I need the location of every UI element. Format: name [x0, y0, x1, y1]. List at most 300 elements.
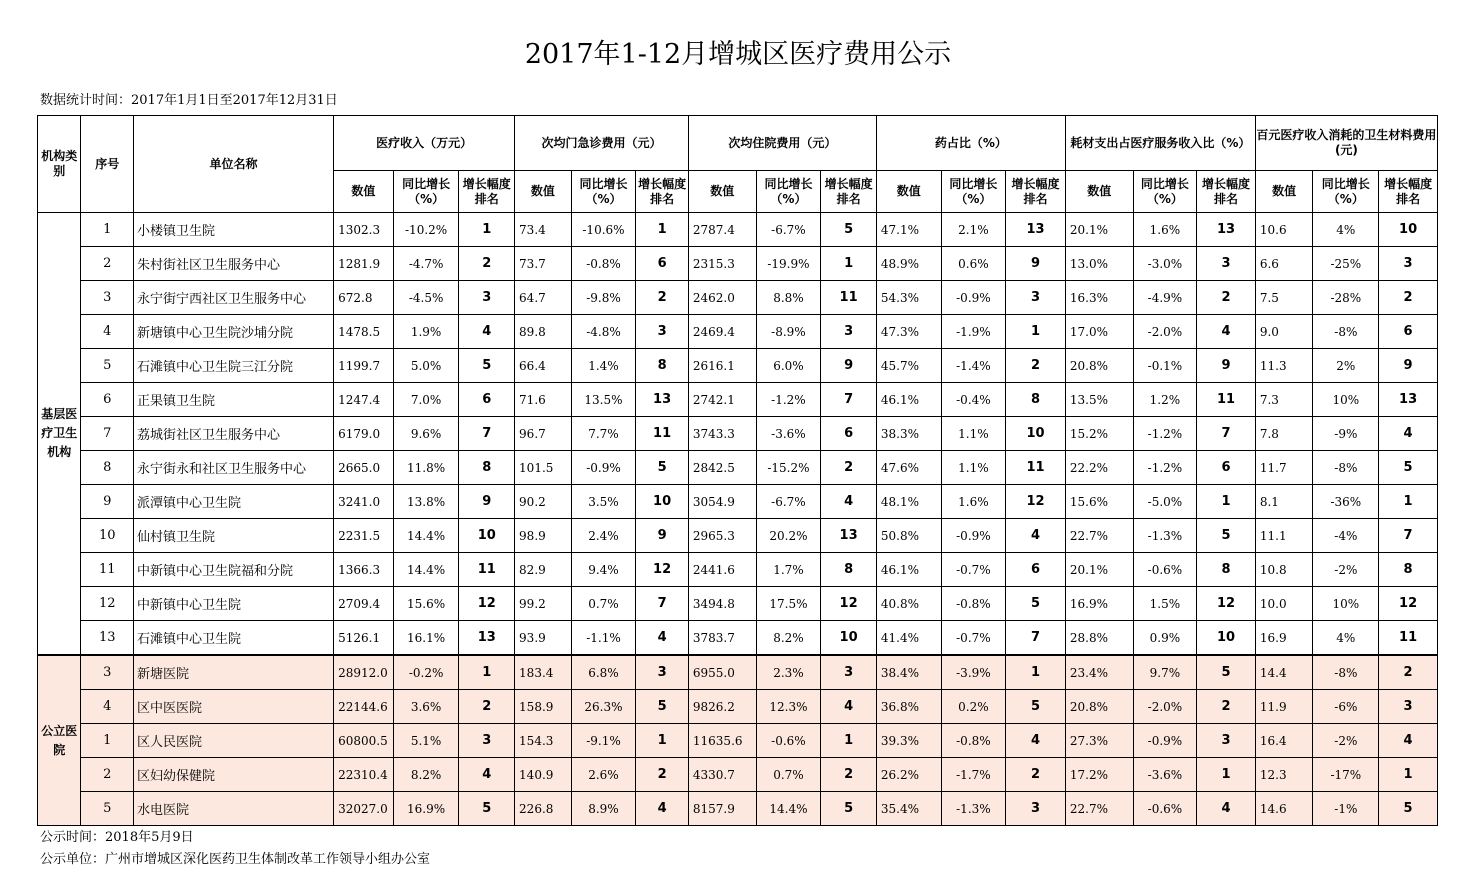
- value-cell: 10.0: [1255, 587, 1313, 621]
- yoy-cell: 0.7%: [756, 758, 821, 792]
- yoy-cell: -8.9%: [756, 315, 821, 349]
- yoy-cell: 2.4%: [571, 519, 636, 553]
- subheader-material-cost-yoy: 同比增长（%）: [1313, 171, 1379, 213]
- yoy-cell: 1.2%: [1133, 383, 1197, 417]
- yoy-cell: 8.8%: [756, 281, 821, 315]
- value-cell: 7.3: [1255, 383, 1313, 417]
- subheader-consumables-ratio-yoy: 同比增长（%）: [1133, 171, 1197, 213]
- value-cell: 32027.0: [334, 792, 394, 826]
- rank-cell: 7: [459, 417, 515, 451]
- yoy-cell: -0.6%: [1133, 792, 1197, 826]
- unit-name-cell: 新塘医院: [134, 655, 334, 690]
- subheader-drug-ratio-yoy: 同比增长（%）: [941, 171, 1006, 213]
- value-cell: 2965.3: [688, 519, 756, 553]
- value-cell: 23.4%: [1065, 655, 1133, 690]
- rank-cell: 4: [1197, 792, 1256, 826]
- seq-cell: 6: [81, 383, 134, 417]
- yoy-cell: -1.3%: [941, 792, 1006, 826]
- header-group-income: 医疗收入（万元）: [334, 116, 515, 171]
- rank-cell: 3: [1379, 690, 1438, 724]
- seq-cell: 2: [81, 247, 134, 281]
- value-cell: 20.8%: [1065, 349, 1133, 383]
- yoy-cell: -17%: [1313, 758, 1379, 792]
- value-cell: 11.3: [1255, 349, 1313, 383]
- rank-cell: 3: [1197, 247, 1256, 281]
- value-cell: 48.1%: [876, 485, 941, 519]
- rank-cell: 8: [1379, 553, 1438, 587]
- value-cell: 22310.4: [334, 758, 394, 792]
- table-row: [38, 724, 1438, 758]
- yoy-cell: -9%: [1313, 417, 1379, 451]
- value-cell: 20.8%: [1065, 690, 1133, 724]
- rank-cell: 5: [821, 792, 877, 826]
- rank-cell: 9: [636, 519, 689, 553]
- page-title: 2017年1-12月增城区医疗费用公示: [524, 39, 952, 70]
- rank-cell: 5: [1006, 587, 1066, 621]
- yoy-cell: -4.5%: [393, 281, 459, 315]
- yoy-cell: 1.5%: [1133, 587, 1197, 621]
- value-cell: 73.4: [515, 213, 572, 247]
- table-row: [38, 451, 1438, 485]
- rank-cell: 10: [821, 621, 877, 656]
- seq-cell: 1: [81, 724, 134, 758]
- value-cell: 38.4%: [876, 655, 941, 690]
- yoy-cell: -8%: [1313, 315, 1379, 349]
- unit-name-cell: 新塘镇中心卫生院沙埔分院: [134, 315, 334, 349]
- value-cell: 28912.0: [334, 655, 394, 690]
- rank-cell: 3: [821, 315, 877, 349]
- yoy-cell: 6.0%: [756, 349, 821, 383]
- rank-cell: 2: [1006, 758, 1066, 792]
- yoy-cell: 2.6%: [571, 758, 636, 792]
- rank-cell: 1: [1197, 485, 1256, 519]
- yoy-cell: 12.3%: [756, 690, 821, 724]
- rank-cell: 5: [1379, 792, 1438, 826]
- value-cell: 47.6%: [876, 451, 941, 485]
- yoy-cell: -1.2%: [756, 383, 821, 417]
- rank-cell: 8: [821, 553, 877, 587]
- yoy-cell: 2.1%: [941, 213, 1006, 247]
- rank-cell: 10: [1197, 621, 1256, 656]
- value-cell: 46.1%: [876, 383, 941, 417]
- rank-cell: 12: [1197, 587, 1256, 621]
- value-cell: 11635.6: [688, 724, 756, 758]
- value-cell: 48.9%: [876, 247, 941, 281]
- value-cell: 5126.1: [334, 621, 394, 656]
- yoy-cell: 2.3%: [756, 655, 821, 690]
- rank-cell: 1: [1379, 758, 1438, 792]
- yoy-cell: 2%: [1313, 349, 1379, 383]
- rank-cell: 7: [1379, 519, 1438, 553]
- yoy-cell: 9.4%: [571, 553, 636, 587]
- yoy-cell: -3.0%: [1133, 247, 1197, 281]
- value-cell: 6955.0: [688, 655, 756, 690]
- value-cell: 13.5%: [1065, 383, 1133, 417]
- seq-cell: 4: [81, 315, 134, 349]
- rank-cell: 1: [1006, 655, 1066, 690]
- value-cell: 2842.5: [688, 451, 756, 485]
- value-cell: 12.3: [1255, 758, 1313, 792]
- rank-cell: 3: [1197, 724, 1256, 758]
- value-cell: 9826.2: [688, 690, 756, 724]
- yoy-cell: -1.3%: [1133, 519, 1197, 553]
- unit-name-cell: 派潭镇中心卫生院: [134, 485, 334, 519]
- yoy-cell: -25%: [1313, 247, 1379, 281]
- header-group-drug-ratio: 药占比（%）: [876, 116, 1065, 171]
- rank-cell: 3: [821, 655, 877, 690]
- yoy-cell: 7.7%: [571, 417, 636, 451]
- seq-cell: 10: [81, 519, 134, 553]
- value-cell: 13.0%: [1065, 247, 1133, 281]
- value-cell: 3494.8: [688, 587, 756, 621]
- yoy-cell: 9.7%: [1133, 655, 1197, 690]
- rank-cell: 2: [821, 451, 877, 485]
- rank-cell: 4: [1379, 417, 1438, 451]
- subheader-income-value: 数值: [334, 171, 394, 213]
- unit-name-cell: 区人民医院: [134, 724, 334, 758]
- value-cell: 45.7%: [876, 349, 941, 383]
- rank-cell: 5: [1379, 451, 1438, 485]
- rank-cell: 8: [636, 349, 689, 383]
- value-cell: 8157.9: [688, 792, 756, 826]
- yoy-cell: 4%: [1313, 621, 1379, 656]
- value-cell: 66.4: [515, 349, 572, 383]
- rank-cell: 13: [636, 383, 689, 417]
- subheader-income-rank: 增长幅度排名: [459, 171, 515, 213]
- yoy-cell: 0.6%: [941, 247, 1006, 281]
- value-cell: 2315.3: [688, 247, 756, 281]
- yoy-cell: -4.8%: [571, 315, 636, 349]
- yoy-cell: -3.6%: [756, 417, 821, 451]
- rank-cell: 2: [821, 758, 877, 792]
- rank-cell: 1: [1197, 758, 1256, 792]
- yoy-cell: 1.1%: [941, 417, 1006, 451]
- rank-cell: 5: [459, 792, 515, 826]
- yoy-cell: 3.6%: [393, 690, 459, 724]
- yoy-cell: -2.0%: [1133, 690, 1197, 724]
- subheader-material-cost-value: 数值: [1255, 171, 1313, 213]
- value-cell: 6.6: [1255, 247, 1313, 281]
- subheader-drug-ratio-rank: 增长幅度排名: [1006, 171, 1066, 213]
- yoy-cell: -6%: [1313, 690, 1379, 724]
- table-row: [38, 485, 1438, 519]
- yoy-cell: -5.0%: [1133, 485, 1197, 519]
- rank-cell: 8: [459, 451, 515, 485]
- yoy-cell: -0.2%: [393, 655, 459, 690]
- yoy-cell: 17.5%: [756, 587, 821, 621]
- value-cell: 22.7%: [1065, 519, 1133, 553]
- rank-cell: 9: [1006, 247, 1066, 281]
- yoy-cell: 11.8%: [393, 451, 459, 485]
- subheader-income-yoy: 同比增长（%）: [393, 171, 459, 213]
- rank-cell: 2: [1379, 281, 1438, 315]
- value-cell: 38.3%: [876, 417, 941, 451]
- yoy-cell: -0.7%: [941, 621, 1006, 656]
- yoy-cell: 20.2%: [756, 519, 821, 553]
- subheader-consumables-ratio-rank: 增长幅度排名: [1197, 171, 1256, 213]
- value-cell: 140.9: [515, 758, 572, 792]
- footer-publish-unit: 公示单位：广州市增城区深化医药卫生体制改革工作领导小组办公室: [40, 852, 431, 867]
- rank-cell: 13: [1197, 213, 1256, 247]
- rank-cell: 9: [821, 349, 877, 383]
- fee-table-container: [37, 115, 1438, 826]
- rank-cell: 6: [1379, 315, 1438, 349]
- yoy-cell: -0.9%: [571, 451, 636, 485]
- rank-cell: 1: [1006, 315, 1066, 349]
- yoy-cell: -0.9%: [941, 281, 1006, 315]
- rank-cell: 4: [459, 315, 515, 349]
- value-cell: 1199.7: [334, 349, 394, 383]
- value-cell: 54.3%: [876, 281, 941, 315]
- unit-name-cell: 朱村街社区卫生服务中心: [134, 247, 334, 281]
- rank-cell: 10: [1379, 213, 1438, 247]
- header-category: 机构类别: [38, 116, 81, 213]
- yoy-cell: -1%: [1313, 792, 1379, 826]
- unit-name-cell: 石滩镇中心卫生院三江分院: [134, 349, 334, 383]
- value-cell: 60800.5: [334, 724, 394, 758]
- rank-cell: 9: [1379, 349, 1438, 383]
- unit-name-cell: 中新镇中心卫生院福和分院: [134, 553, 334, 587]
- value-cell: 672.8: [334, 281, 394, 315]
- category-cell: 基层医疗卫生机构: [38, 213, 81, 656]
- value-cell: 16.3%: [1065, 281, 1133, 315]
- value-cell: 8.1: [1255, 485, 1313, 519]
- yoy-cell: 16.9%: [393, 792, 459, 826]
- rank-cell: 5: [1006, 690, 1066, 724]
- value-cell: 2469.4: [688, 315, 756, 349]
- yoy-cell: 8.9%: [571, 792, 636, 826]
- rank-cell: 12: [821, 587, 877, 621]
- rank-cell: 2: [636, 758, 689, 792]
- value-cell: 20.1%: [1065, 213, 1133, 247]
- value-cell: 1281.9: [334, 247, 394, 281]
- value-cell: 6179.0: [334, 417, 394, 451]
- yoy-cell: -0.9%: [941, 519, 1006, 553]
- rank-cell: 2: [1197, 281, 1256, 315]
- rank-cell: 2: [1379, 655, 1438, 690]
- table-row: [38, 621, 1438, 656]
- subheader-consumables-ratio-value: 数值: [1065, 171, 1133, 213]
- rank-cell: 5: [821, 213, 877, 247]
- value-cell: 3241.0: [334, 485, 394, 519]
- rank-cell: 3: [1006, 281, 1066, 315]
- yoy-cell: -1.2%: [1133, 417, 1197, 451]
- rank-cell: 8: [1197, 553, 1256, 587]
- yoy-cell: 10%: [1313, 383, 1379, 417]
- rank-cell: 4: [1006, 724, 1066, 758]
- value-cell: 82.9: [515, 553, 572, 587]
- value-cell: 1247.4: [334, 383, 394, 417]
- value-cell: 17.0%: [1065, 315, 1133, 349]
- rank-cell: 1: [636, 724, 689, 758]
- value-cell: 28.8%: [1065, 621, 1133, 656]
- seq-cell: 7: [81, 417, 134, 451]
- yoy-cell: -10.6%: [571, 213, 636, 247]
- yoy-cell: 5.1%: [393, 724, 459, 758]
- rank-cell: 6: [636, 247, 689, 281]
- rank-cell: 4: [636, 621, 689, 656]
- unit-name-cell: 荔城街社区卫生服务中心: [134, 417, 334, 451]
- rank-cell: 2: [636, 281, 689, 315]
- rank-cell: 12: [1379, 587, 1438, 621]
- subheader-material-cost-rank: 增长幅度排名: [1379, 171, 1438, 213]
- header-unit-name: 单位名称: [134, 116, 334, 213]
- yoy-cell: -2.0%: [1133, 315, 1197, 349]
- yoy-cell: -1.2%: [1133, 451, 1197, 485]
- rank-cell: 6: [1006, 553, 1066, 587]
- value-cell: 89.8: [515, 315, 572, 349]
- seq-cell: 9: [81, 485, 134, 519]
- rank-cell: 11: [821, 281, 877, 315]
- value-cell: 15.6%: [1065, 485, 1133, 519]
- rank-cell: 7: [636, 587, 689, 621]
- yoy-cell: 8.2%: [756, 621, 821, 656]
- yoy-cell: -8%: [1313, 451, 1379, 485]
- value-cell: 16.4: [1255, 724, 1313, 758]
- table-row: [38, 247, 1438, 281]
- rank-cell: 10: [1006, 417, 1066, 451]
- seq-cell: 4: [81, 690, 134, 724]
- rank-cell: 6: [821, 417, 877, 451]
- value-cell: 14.4: [1255, 655, 1313, 690]
- yoy-cell: -0.6%: [756, 724, 821, 758]
- value-cell: 16.9: [1255, 621, 1313, 656]
- yoy-cell: 14.4%: [393, 519, 459, 553]
- yoy-cell: -1.1%: [571, 621, 636, 656]
- subheader-drug-ratio-value: 数值: [876, 171, 941, 213]
- value-cell: 4330.7: [688, 758, 756, 792]
- value-cell: 11.7: [1255, 451, 1313, 485]
- yoy-cell: -8%: [1313, 655, 1379, 690]
- rank-cell: 5: [636, 690, 689, 724]
- value-cell: 9.0: [1255, 315, 1313, 349]
- table-row: [38, 213, 1438, 247]
- value-cell: 22.2%: [1065, 451, 1133, 485]
- value-cell: 154.3: [515, 724, 572, 758]
- value-cell: 2665.0: [334, 451, 394, 485]
- rank-cell: 12: [1006, 485, 1066, 519]
- yoy-cell: -0.8%: [941, 587, 1006, 621]
- header-group-consumables-ratio: 耗材支出占医疗服务收入比（%）: [1065, 116, 1255, 171]
- value-cell: 2441.6: [688, 553, 756, 587]
- yoy-cell: -2%: [1313, 553, 1379, 587]
- header-group-outpatient: 次均门急诊费用（元）: [515, 116, 689, 171]
- header-seq: 序号: [81, 116, 134, 213]
- yoy-cell: 1.4%: [571, 349, 636, 383]
- rank-cell: 1: [821, 724, 877, 758]
- rank-cell: 11: [636, 417, 689, 451]
- yoy-cell: 9.6%: [393, 417, 459, 451]
- rank-cell: 13: [1006, 213, 1066, 247]
- value-cell: 20.1%: [1065, 553, 1133, 587]
- value-cell: 1478.5: [334, 315, 394, 349]
- yoy-cell: -1.7%: [941, 758, 1006, 792]
- value-cell: 7.8: [1255, 417, 1313, 451]
- yoy-cell: -1.9%: [941, 315, 1006, 349]
- footer-publish-time: 公示时间：2018年5月9日: [40, 830, 194, 845]
- rank-cell: 5: [636, 451, 689, 485]
- value-cell: 226.8: [515, 792, 572, 826]
- value-cell: 158.9: [515, 690, 572, 724]
- yoy-cell: 26.3%: [571, 690, 636, 724]
- value-cell: 183.4: [515, 655, 572, 690]
- rank-cell: 8: [1006, 383, 1066, 417]
- yoy-cell: 16.1%: [393, 621, 459, 656]
- value-cell: 1302.3: [334, 213, 394, 247]
- yoy-cell: -4.7%: [393, 247, 459, 281]
- value-cell: 35.4%: [876, 792, 941, 826]
- value-cell: 14.6: [1255, 792, 1313, 826]
- value-cell: 11.1: [1255, 519, 1313, 553]
- table-row: [38, 315, 1438, 349]
- table-row: [38, 349, 1438, 383]
- yoy-cell: -3.6%: [1133, 758, 1197, 792]
- value-cell: 41.4%: [876, 621, 941, 656]
- value-cell: 27.3%: [1065, 724, 1133, 758]
- value-cell: 99.2: [515, 587, 572, 621]
- value-cell: 22144.6: [334, 690, 394, 724]
- value-cell: 2616.1: [688, 349, 756, 383]
- rank-cell: 12: [636, 553, 689, 587]
- seq-cell: 2: [81, 758, 134, 792]
- value-cell: 98.9: [515, 519, 572, 553]
- yoy-cell: 1.6%: [941, 485, 1006, 519]
- rank-cell: 4: [1379, 724, 1438, 758]
- value-cell: 46.1%: [876, 553, 941, 587]
- table-row: [38, 281, 1438, 315]
- table-row: [38, 587, 1438, 621]
- value-cell: 7.5: [1255, 281, 1313, 315]
- unit-name-cell: 区妇幼保健院: [134, 758, 334, 792]
- rank-cell: 3: [459, 281, 515, 315]
- yoy-cell: -2%: [1313, 724, 1379, 758]
- unit-name-cell: 石滩镇中心卫生院: [134, 621, 334, 656]
- yoy-cell: 1.9%: [393, 315, 459, 349]
- seq-cell: 13: [81, 621, 134, 656]
- value-cell: 50.8%: [876, 519, 941, 553]
- seq-cell: 5: [81, 792, 134, 826]
- value-cell: 2742.1: [688, 383, 756, 417]
- value-cell: 2709.4: [334, 587, 394, 621]
- value-cell: 2231.5: [334, 519, 394, 553]
- unit-name-cell: 永宁街永和社区卫生服务中心: [134, 451, 334, 485]
- value-cell: 93.9: [515, 621, 572, 656]
- yoy-cell: -1.4%: [941, 349, 1006, 383]
- rank-cell: 4: [1197, 315, 1256, 349]
- table-row: [38, 792, 1438, 826]
- table-row: [38, 655, 1438, 690]
- yoy-cell: 15.6%: [393, 587, 459, 621]
- yoy-cell: 13.5%: [571, 383, 636, 417]
- yoy-cell: -36%: [1313, 485, 1379, 519]
- rank-cell: 7: [1006, 621, 1066, 656]
- value-cell: 73.7: [515, 247, 572, 281]
- seq-cell: 3: [81, 655, 134, 690]
- yoy-cell: -0.1%: [1133, 349, 1197, 383]
- rank-cell: 1: [636, 213, 689, 247]
- rank-cell: 1: [459, 655, 515, 690]
- table-row: [38, 690, 1438, 724]
- yoy-cell: 5.0%: [393, 349, 459, 383]
- rank-cell: 10: [636, 485, 689, 519]
- unit-name-cell: 水电医院: [134, 792, 334, 826]
- rank-cell: 3: [1006, 792, 1066, 826]
- value-cell: 1366.3: [334, 553, 394, 587]
- value-cell: 40.8%: [876, 587, 941, 621]
- yoy-cell: 14.4%: [756, 792, 821, 826]
- rank-cell: 4: [636, 792, 689, 826]
- yoy-cell: -4.9%: [1133, 281, 1197, 315]
